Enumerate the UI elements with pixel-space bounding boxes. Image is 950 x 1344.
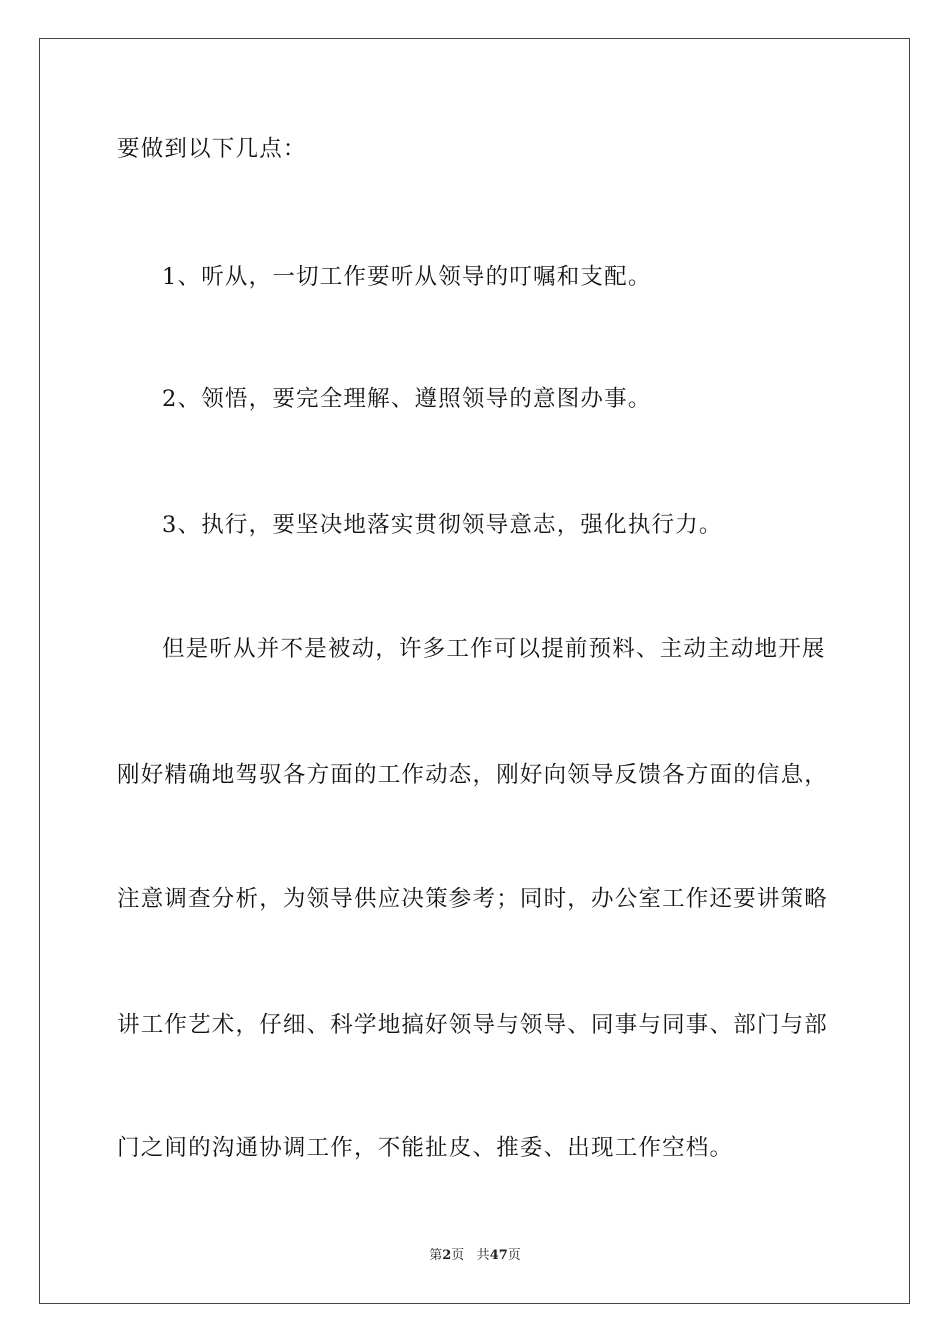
footer-total-suffix: 页 [507, 1248, 521, 1263]
footer-page-suffix: 页 [451, 1248, 465, 1263]
page-footer [0, 1248, 950, 1264]
page-border [39, 38, 910, 1304]
paragraph-line-3: 注意调查分析，为领导供应决策参考；同时，办公室工作还要讲策略 [117, 886, 829, 912]
list-item-2: 2、领悟，要完全理解、遵照领导的意图办事。 [162, 386, 652, 412]
footer-total-pages: 47 [489, 1248, 508, 1263]
text-line-1: 要做到以下几点： [117, 136, 307, 162]
paragraph-line-2: 刚好精确地驾驭各方面的工作动态，刚好向领导反馈各方面的信息， [117, 762, 829, 788]
footer-total-prefix: 共 [476, 1248, 490, 1263]
paragraph-line-1: 但是听从并不是被动，许多工作可以提前预料、主动主动地开展 [162, 636, 826, 662]
list-item-1: 1、听从，一切工作要听从领导的叮嘱和支配。 [162, 264, 652, 290]
list-item-3: 3、执行，要坚决地落实贯彻领导意志，强化执行力。 [162, 512, 723, 538]
paragraph-line-5: 门之间的沟通协调工作，不能扯皮、推委、出现工作空档。 [117, 1135, 734, 1161]
paragraph-line-4: 讲工作艺术，仔细、科学地搞好领导与领导、同事与同事、部门与部 [117, 1012, 829, 1038]
footer-page-prefix: 第 [429, 1248, 443, 1263]
footer-page-number: 2 [442, 1248, 452, 1263]
